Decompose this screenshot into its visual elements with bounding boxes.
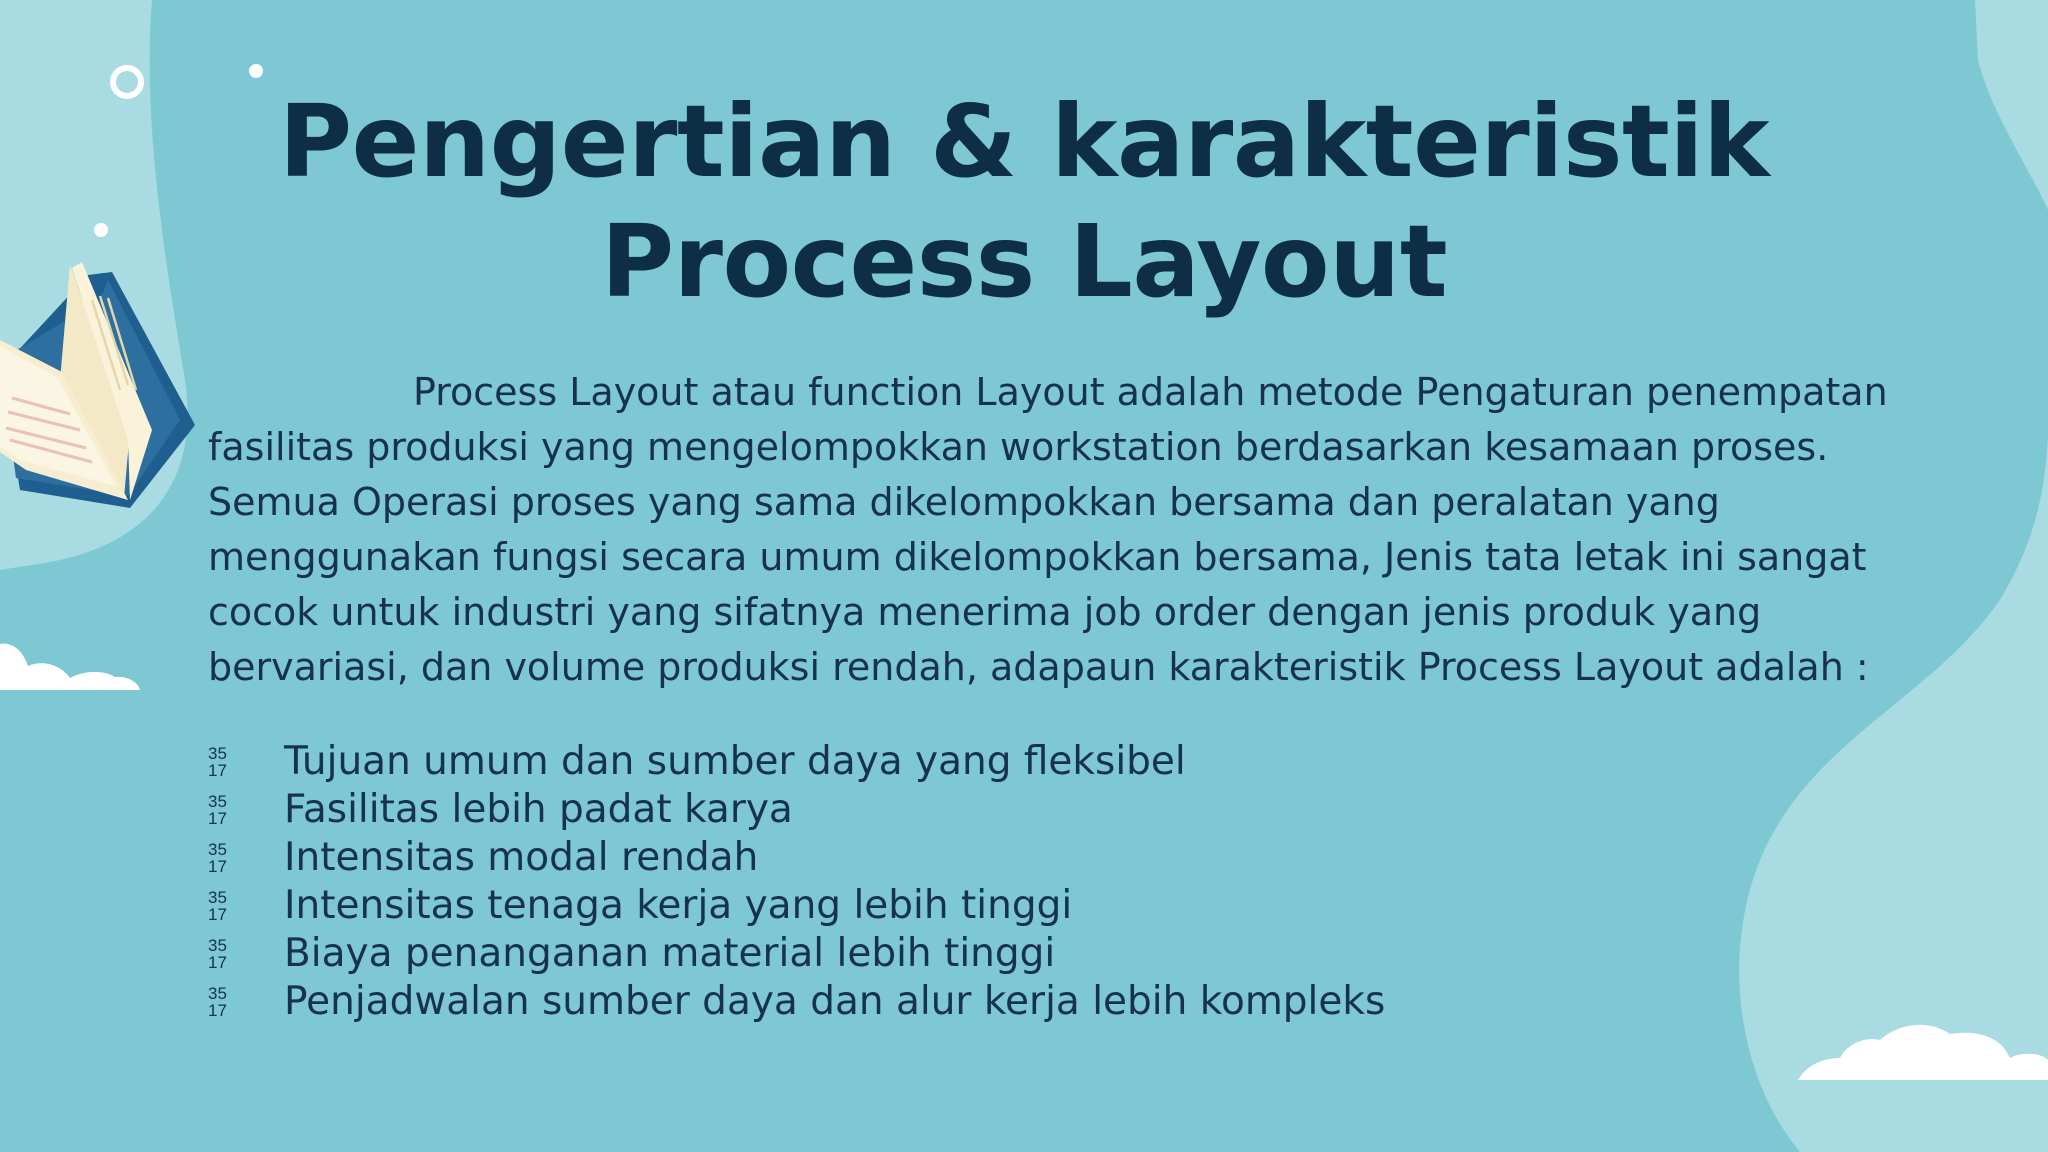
list-item-text: Penjadwalan sumber daya dan alur kerja lebih kompleks: [284, 979, 1386, 1024]
description-paragraph: Process Layout atau function Layout adalah metode Pengaturan penempatan fasilitas produksi yang mengelompokkan workstation berdasarkan kesamaan proses. Semua Operasi proses yang sama dikelompokkan bersama dan peralatan yang menggunakan fungsi secara umum dikelompokkan bersama, Jenis tata letak ini sangat cocok untuk industri yang sifatnya menerima job order dengan jenis produk yang bervariasi, dan volume produksi rendah, adapaun karakteristik Process Layout adalah :: [208, 370, 1888, 689]
bullet-marker: 35 17: [208, 792, 227, 828]
slide-title-line-2: Process Layout: [600, 203, 1448, 320]
list-item: [208, 834, 1708, 882]
list-item-text: Intensitas tenaga kerja yang lebih tinggi: [284, 883, 1073, 928]
list-item-text: Tujuan umum dan sumber daya yang fleksibel: [284, 739, 1186, 784]
characteristics-list: [208, 738, 1708, 1026]
list-item: [208, 978, 1708, 1026]
list-item-text: Biaya penanganan material lebih tinggi: [284, 931, 1056, 976]
cloud-icon: [0, 644, 140, 690]
bullet-marker: 35 17: [208, 840, 227, 876]
list-item: [208, 786, 1708, 834]
list-item: [208, 930, 1708, 978]
list-item: [208, 882, 1708, 930]
bullet-marker: 35 17: [208, 984, 227, 1020]
list-item-text: Fasilitas lebih padat karya: [284, 787, 793, 832]
slide-title: [0, 82, 2048, 322]
bullet-marker: 35 17: [208, 888, 227, 924]
slide-title-line-1: Pengertian & karakteristik: [278, 83, 1770, 200]
list-item: [208, 738, 1708, 786]
bullet-marker: 35 17: [208, 744, 227, 780]
bullet-marker: 35 17: [208, 936, 227, 972]
list-item-text: Intensitas modal rendah: [284, 835, 759, 880]
dot-icon: [249, 64, 263, 78]
